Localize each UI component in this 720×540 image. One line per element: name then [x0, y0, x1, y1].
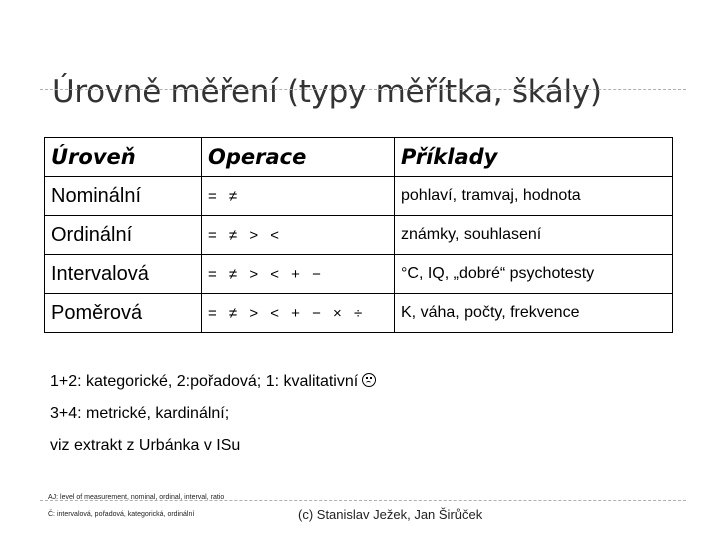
measurement-levels-table [44, 137, 673, 333]
level-examples: známky, souhlasení [395, 216, 673, 255]
header-level: Úroveň [45, 138, 202, 177]
table-row [45, 177, 673, 216]
level-examples: pohlaví, tramvaj, hodnota [395, 177, 673, 216]
table-row [45, 294, 673, 333]
footnote-english: AJ: level of measurement, nominal, ordinal, interval, ratio [48, 494, 225, 501]
level-examples: K, váha, počty, frekvence [395, 294, 673, 333]
level-name: Nominální [45, 177, 202, 216]
level-examples: °C, IQ, „dobré“ psychotesty [395, 255, 673, 294]
note-text: 1+2: kategorické, 2:pořadová; 1: kvalitativní [50, 373, 359, 390]
level-operations: = ≠ > < [202, 216, 395, 255]
header-examples: Příklady [395, 138, 673, 177]
level-name: Intervalová [45, 255, 202, 294]
table-header-row [45, 138, 673, 177]
copyright-credit: (c) Stanislav Ježek, Jan Širůček [298, 507, 483, 522]
table-row [45, 255, 673, 294]
frown-icon [362, 373, 376, 387]
level-operations: = ≠ [202, 177, 395, 216]
table-row [45, 216, 673, 255]
page-title: Úrovně měření (typy měřítka, škály) [52, 74, 602, 110]
footnote-czech: Č: intervalová, pořadová, kategorická, ordinální [48, 511, 195, 518]
note-line-2: 3+4: metrické, kardinální; [50, 405, 230, 422]
footer-divider [40, 500, 686, 501]
level-name: Poměrová [45, 294, 202, 333]
level-operations: = ≠ > < + − [202, 255, 395, 294]
level-operations: = ≠ > < + − × ÷ [202, 294, 395, 333]
header-operations: Operace [202, 138, 395, 177]
note-line-3: viz extrakt z Urbánka v ISu [50, 437, 241, 454]
title-divider [40, 89, 686, 90]
level-name: Ordinální [45, 216, 202, 255]
note-line-1 [50, 373, 376, 391]
